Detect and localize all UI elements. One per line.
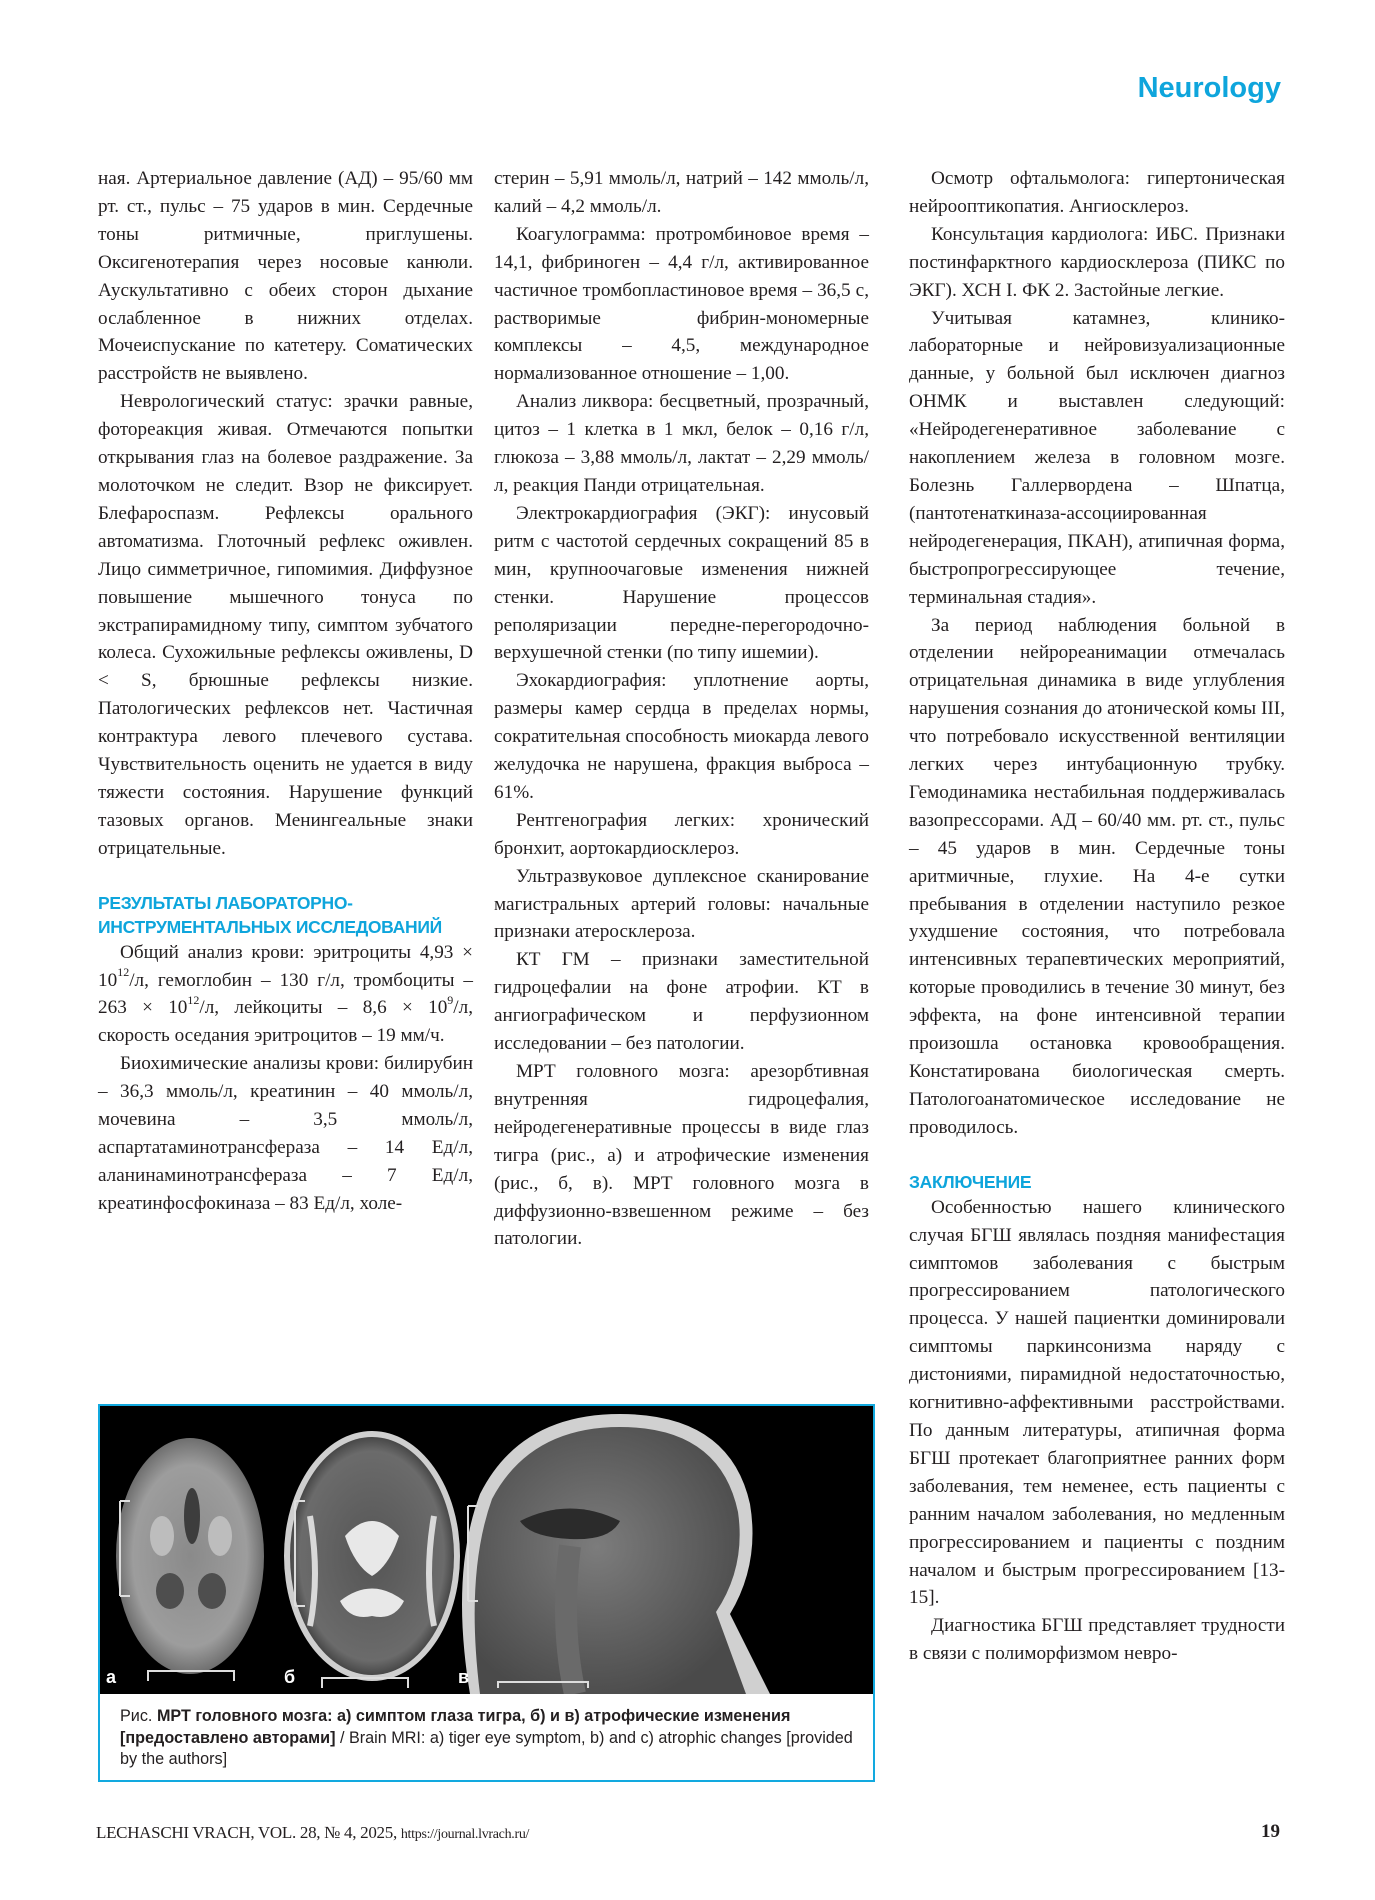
paragraph: стерин – 5,91 ммоль/л, натрий – 142 ммоль/л, калий – 4,2 ммоль/л. <box>494 168 869 217</box>
text: Общий анализ крови: эритроциты 4,93 × 10 <box>98 941 473 991</box>
section-label: Neurology <box>1137 72 1281 104</box>
paragraph-biochemistry: Биохимические анализы крови: билирубин – 36,3 ммоль/л, креатинин – 40 ммоль/л, мочевина – 3,5 ммоль/л, аспартатаминотрансфераза – 14 Ед/л, аланинаминотрансфераза – 7 Ед/л, креатинфосфокиназа – 83 Ед/л, холе- <box>98 1053 473 1214</box>
paragraph: Осмотр офтальмолога: гипертоническая нейрооптикопатия. Ангиосклероз. <box>909 168 1285 217</box>
caption-russian: МРТ головного мозга: а) симптом глаза тигра, б) и в) атрофические изменения [предоставлено авторами] <box>120 1707 791 1747</box>
paragraph: Эхокардиография: уплотнение аорты, размеры камер сердца в пределах нормы, сократительная способность миокарда левого желудочка не нарушена, фракция выброса – 61%. <box>494 670 869 803</box>
journal-url[interactable]: https://journal.lvrach.ru/ <box>400 1827 530 1842</box>
panel-label-c: в <box>458 1667 470 1687</box>
paragraph: ная. Артериальное давление (АД) – 95/60 мм рт. ст., пульс – 75 ударов в мин. Сердечные тоны ритмичные, приглушены. Оксигенотерапия через носовые канюли. Аускультативно с обеих сторон дыхание ослабленное в нижних отделах. Мочеиспускание по катетеру. Соматических расстройств не выявлено. <box>98 168 473 385</box>
paragraph: МРТ головного мозга: арезорбтивная внутренняя гидроцефалия, нейродегенеративные процессы в виде глаз тигра (рис., а) и атрофические изменения (рис., б, в). МРТ головного мозга в диффузионно-взвешенном режиме – без патологии. <box>494 1061 869 1250</box>
text: /л, лейкоциты – 8,6 × 10 <box>199 997 448 1019</box>
paragraph: Ультразвуковое дуплексное сканирование магистральных артерий головы: начальные признаки атеросклероза. <box>494 865 869 943</box>
mri-panel-b <box>284 1431 460 1688</box>
mri-images <box>100 1406 873 1694</box>
text: /л, гемоглобин – 130 г/л, тромбоциты – 263 × 10 <box>98 969 473 1019</box>
panel-label-a: а <box>106 1667 117 1687</box>
figure-caption <box>120 1706 857 1771</box>
page-number: 19 <box>1261 1821 1280 1842</box>
section-heading-lab-results: РЕЗУЛЬТАТЫ ЛАБОРАТОРНО-ИНСТРУМЕНТАЛЬНЫХ ИССЛЕДОВАНИЙ <box>98 892 442 937</box>
footer <box>96 1823 529 1843</box>
mri-panel-a <box>116 1438 264 1681</box>
figure-mri <box>98 1404 875 1782</box>
paragraph: Анализ ликвора: бесцветный, прозрачный, цитоз – 1 клетка в 1 мкл, белок – 0,16 г/л, глюкоза – 3,88 ммоль/л, лактат – 2,29 ммоль/л, реакция Панди отрицательная. <box>494 391 869 496</box>
paragraph: Диагностика БГШ представляет трудности в связи с полиморфизмом невро- <box>909 1615 1285 1665</box>
paragraph: Особенностью нашего клинического случая БГШ являлась поздняя манифестация симптомов заболевания с быстрым прогрессированием патологического процесса. У нашей пациентки доминировали симптомы паркинсонизма наряду с дистониями, пирамидной недостаточностью, когнитивно-аффективными расстройствами. По данным литературы, атипичная форма БГШ протекает благоприятнее ранних форм заболевания, тем неменее, есть пациенты с ранним началом заболевания, но медленным прогрессированием и пациенты с поздним началом и быстрым прогрессированием [13-15]. <box>909 1196 1285 1609</box>
mri-panel-c <box>462 1414 770 1694</box>
paragraph: Электрокардиография (ЭКГ): инусовый ритм с частотой сердечных сокращений 85 в мин, крупноочаговые изменения нижней стенки. Нарушение процессов реполяризации передне-перегородочно-верхушечной стенки (по типу ишемии). <box>494 502 869 664</box>
journal-citation: LECHASCHI VRACH, VOL. 28, № 4, 2025, <box>96 1823 397 1842</box>
caption-prefix: Рис. <box>120 1707 153 1725</box>
superscript: 12 <box>117 965 130 980</box>
text: /л, скорость оседания эритроцитов – 19 мм/ч. <box>98 997 473 1047</box>
text-column-2 <box>494 165 869 1253</box>
section-heading-conclusion: ЗАКЛЮЧЕНИЕ <box>909 1171 1032 1192</box>
paragraph-blood-test <box>98 939 473 1051</box>
superscript: 12 <box>187 993 200 1008</box>
text-column-3 <box>909 165 1285 1668</box>
superscript: 9 <box>447 993 454 1008</box>
mri-scans-illustration <box>100 1406 873 1694</box>
caption-separator: / <box>335 1728 349 1747</box>
paragraph: КТ ГМ – признаки заместительной гидроцефалии на фоне атрофии. КТ в ангиографическом и перфузионном исследовании – без патологии. <box>494 949 869 1055</box>
caption-english: Brain MRI: a) tiger eye symptom, b) and c) atrophic changes [provided by the authors] <box>120 1728 853 1768</box>
paragraph: Неврологический статус: зрачки равные, фотореакция живая. Отмечаются попытки открывания глаз на болевое раздражение. За молоточком не следит. Взор не фиксирует. Блефароспазм. Рефлексы орального автоматизма. Глоточный рефлекс оживлен. Лицо симметричное, гипомимия. Диффузное повышение мышечного тонуса по экстрапирамидному типу, симптом зубчатого колеса. Сухожильные рефлексы оживлены, D < S, брюшные рефлексы низкие. Патологических рефлексов нет. Частичная контрактура левого плечевого сустава. Чувствительность оценить не удается в виду тяжести состояния. Нарушение функций тазовых органов. Менингеальные знаки отрицательные. <box>98 391 473 859</box>
text-column-1 <box>98 165 473 1218</box>
paragraph: За период наблюдения больной в отделении нейрореанимации отмечалась отрицательная динамика в виде углубления нарушения сознания до атонической комы III, что потребовало искусственной вентиляции легких через интубационную трубку. Гемодинамика нестабильная поддерживалась вазопрессорами. АД – 60/40 мм. рт. ст., пульс – 45 ударов в мин. Сердечные тоны аритмичные, глухие. На 4-е сутки пребывания в отделении наступило резкое ухудшение состояния, что потребовала интенсивных терапевтических мероприятий, которые проводились в течение 30 минут, без эффекта, на фоне интенсивной терапии произошла остановка кровообращения. Констатирована биологическая смерть. Патологоанатомическое исследование не проводилось. <box>909 614 1285 1138</box>
paragraph: Консультация кардиолога: ИБС. Признаки постинфарктного кардиосклероза (ПИКС по ЭКГ). ХСН I. ФК 2. Застойные легкие. <box>909 223 1285 301</box>
paragraph: Рентгенография легких: хронический бронхит, аортокардиосклероз. <box>494 809 869 859</box>
paragraph: Коагулограмма: протромбиновое время – 14,1, фибриноген – 4,4 г/л, активированное частичное тромбопластиновое время – 36,5 с, растворимые фибрин-мономерные комплексы – 4,5, международное нормализованное отношение – 1,00. <box>494 223 869 385</box>
panel-label-b: б <box>284 1667 296 1687</box>
paragraph: Учитывая катамнез, клинико-лабораторные и нейровизуализационные данные, у больной был исключен диагноз ОНМК и выставлен следующий: «Нейродегенеративное заболевание с накоплением железа в головном мозге. Болезнь Галлервордена – Шпатца, (пантотенаткиназа-ассоциированная нейродегенерация, ПКАН), атипичная форма, быстропрогрессирующее течение, терминальная стадия». <box>909 307 1285 608</box>
